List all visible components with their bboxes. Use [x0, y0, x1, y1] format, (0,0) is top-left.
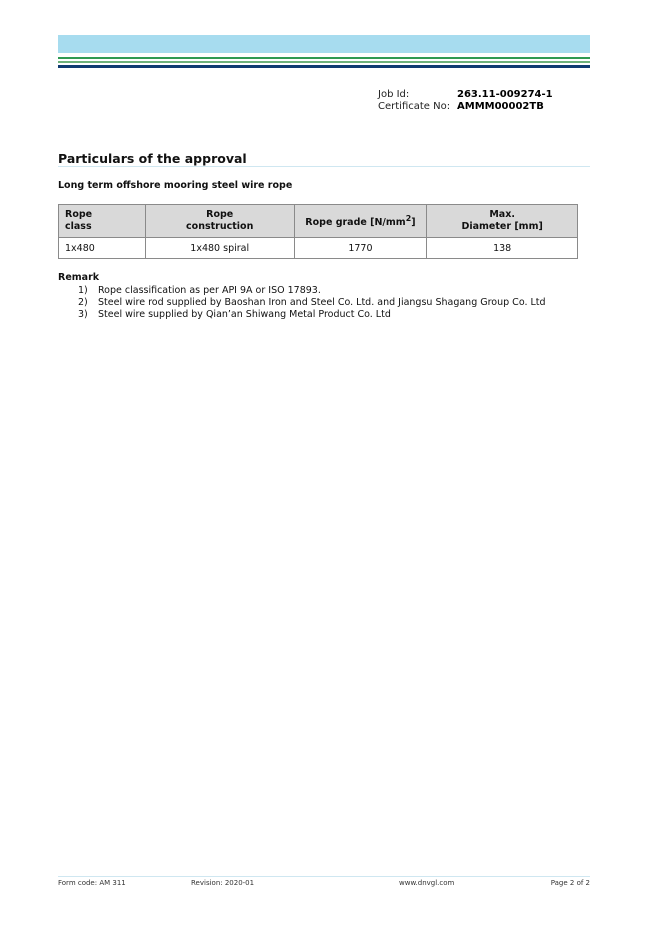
header-rule-light-green: [58, 61, 590, 63]
remark-text: Rope classification as per API 9A or ISO 17893.: [98, 285, 321, 296]
section-divider: [58, 166, 590, 167]
particulars-table: [58, 204, 578, 259]
col-header-diameter-line2: Diameter [mm]: [461, 221, 543, 232]
col-header-diameter-line1: Max.: [489, 209, 515, 220]
table-row: [59, 238, 578, 259]
col-header-rope-grade-close: ]: [411, 217, 416, 229]
remark-number: 2): [78, 297, 88, 308]
footer-website-link[interactable]: www.dnvgl.com: [399, 879, 455, 887]
footer-page-number: Page 2 of 2: [550, 879, 590, 887]
header-rule-green: [58, 57, 590, 59]
cell-diameter: 138: [427, 238, 578, 259]
cell-rope-class: 1x480: [59, 238, 146, 259]
product-subtitle: Long term offshore mooring steel wire rope: [58, 180, 293, 191]
remark-number: 1): [78, 285, 88, 296]
footer-divider: [58, 876, 590, 877]
remark-text: Steel wire rod supplied by Baoshan Iron and Steel Co. Ltd. and Jiangsu Shagang Group Co. Ltd: [98, 297, 546, 308]
page-footer: [58, 879, 590, 889]
cell-rope-grade: 1770: [294, 238, 427, 259]
col-header-construction-line2: construction: [186, 221, 254, 232]
col-header-rope-grade-sup: 2: [405, 213, 412, 223]
remark-number: 3): [78, 309, 88, 320]
certificate-row: [378, 101, 553, 113]
header-color-band: [58, 35, 590, 53]
header-rule-navy: [58, 65, 590, 68]
col-header-rope-grade-text: Rope grade [N/mm: [305, 217, 406, 229]
remark-text: Steel wire supplied by Qian’an Shiwang Metal Product Co. Ltd: [98, 309, 391, 320]
cell-construction: 1x480 spiral: [145, 238, 294, 259]
certificate-label: Certificate No:: [378, 101, 451, 112]
col-header-rope-class: [59, 205, 146, 238]
col-header-rope-grade: [294, 205, 427, 238]
footer-form-code: Form code: AM 311: [58, 879, 126, 887]
list-item: [78, 297, 546, 309]
col-header-rope-class-line1: Rope: [65, 209, 93, 220]
document-meta: [378, 89, 553, 113]
job-id-row: [378, 89, 553, 101]
job-id-value: 263.11-009274-1: [457, 89, 553, 100]
col-header-rope-class-line2: class: [65, 221, 92, 232]
remark-list: [78, 285, 546, 321]
col-header-construction: [145, 205, 294, 238]
col-header-diameter: [427, 205, 578, 238]
certificate-value: AMMM00002TB: [457, 101, 544, 112]
job-id-label: Job Id:: [378, 89, 410, 100]
section-title: Particulars of the approval: [58, 151, 247, 166]
col-header-construction-line1: Rope: [206, 209, 234, 220]
remark-heading: Remark: [58, 272, 100, 283]
list-item: [78, 309, 546, 321]
footer-revision: Revision: 2020-01: [191, 879, 255, 887]
table-header-row: [59, 205, 578, 238]
list-item: [78, 285, 546, 297]
